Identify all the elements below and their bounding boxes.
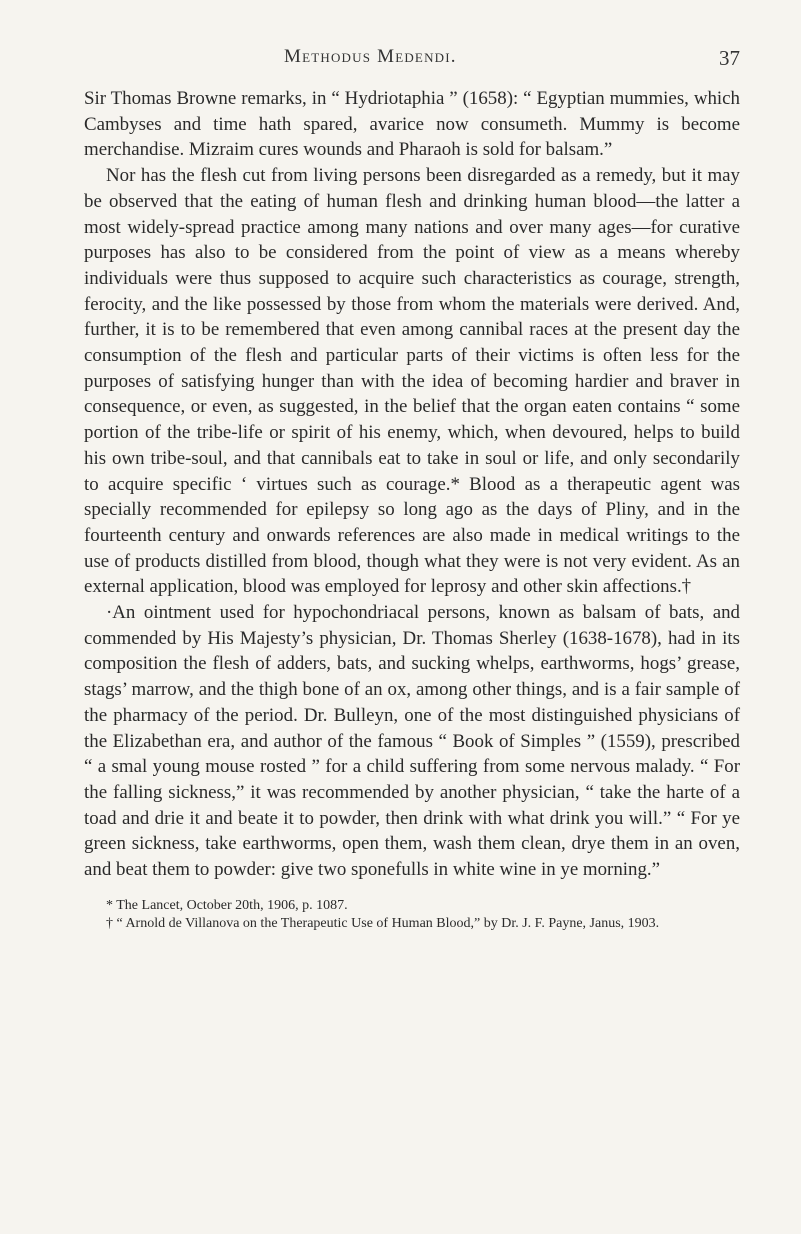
running-head: Methodus Medendi. <box>284 46 457 67</box>
footnotes <box>84 897 740 933</box>
footnote-villanova: † “ Arnold de Villanova on the Therapeutic Use of Human Blood,” by Dr. J. F. Payne, Janus, 1903. <box>106 915 660 931</box>
paragraph-browne-quote: Sir Thomas Browne remarks, in “ Hydriotaphia ” (1658): “ Egyptian mummies, which Cambyses and time hath spared, avarice now consumeth. Mummy is become merchandise. Mizraim cures wounds and Pharaoh is sold for balsam.” <box>84 88 740 161</box>
footnote-lancet: * The Lancet, October 20th, 1906, p. 1087. <box>106 897 348 913</box>
page-header <box>84 46 740 84</box>
paragraph-ointment: ·An ointment used for hypochondriacal persons, known as balsam of bats, and commended by His Majesty’s physician, Dr. Thomas Sherley (1638-1678), had in its composition the flesh of adders, bats, and sucking whelps, earthworms, hogs’ grease, stags’ marrow, and the thigh bone of an ox, among other things, and is a fair sample of the pharmacy of the period. Dr. Bulleyn, one of the most distinguished physicians of the Elizabethan era, and author of the famous “ Book of Simples ” (1559), prescribed “ a smal young mouse rosted ” for a child suffering from some nervous malady. “ For the falling sickness,” it was recommended by another physician, “ take the harte of a toad and drie it and beate it to powder, then drink with what drink you will.” “ For ye green sickness, take earthworms, open them, wash them clean, drye them in an oven, and beat them to powder: give two sponefulls in white wine in ye morning.” <box>84 602 740 881</box>
paragraph-human-flesh: Nor has the flesh cut from living persons been disregarded as a remedy, but it may be observed that the eating of human flesh and drinking human blood—the latter a most widely-spread practice among many nations and over many ages—for curative purposes has also to be considered from the point of view as a means whereby individuals were thus supposed to acquire such characteristics as courage, strength, ferocity, and the like possessed by those from whom the materials were derived. And, further, it is to be remembered that even among cannibal races at the present day the consumption of the flesh and particular parts of their victims is often less for the purposes of satisfying hunger than with the idea of becoming hardier and braver in consequence, or even, as suggested, in the belief that the organ eaten contains “ some portion of the tribe-life or spirit of his enemy, which, when devoured, helps to build his own tribe-soul, and that cannibals eat to take in soul or life, and only secondarily to acquire specific ‘ virtues such as courage.* Blood as a therapeutic agent was specially recommended for epilepsy so long ago as the days of Pliny, and in the fourteenth century and onwards references are also made in medical writings to the use of products distilled from blood, though what they were is not very evident. As an external application, blood was employed for leprosy and other skin affections.† <box>84 165 740 598</box>
book-page <box>84 46 740 933</box>
body-text <box>84 86 740 883</box>
page-number: 37 <box>719 46 740 70</box>
